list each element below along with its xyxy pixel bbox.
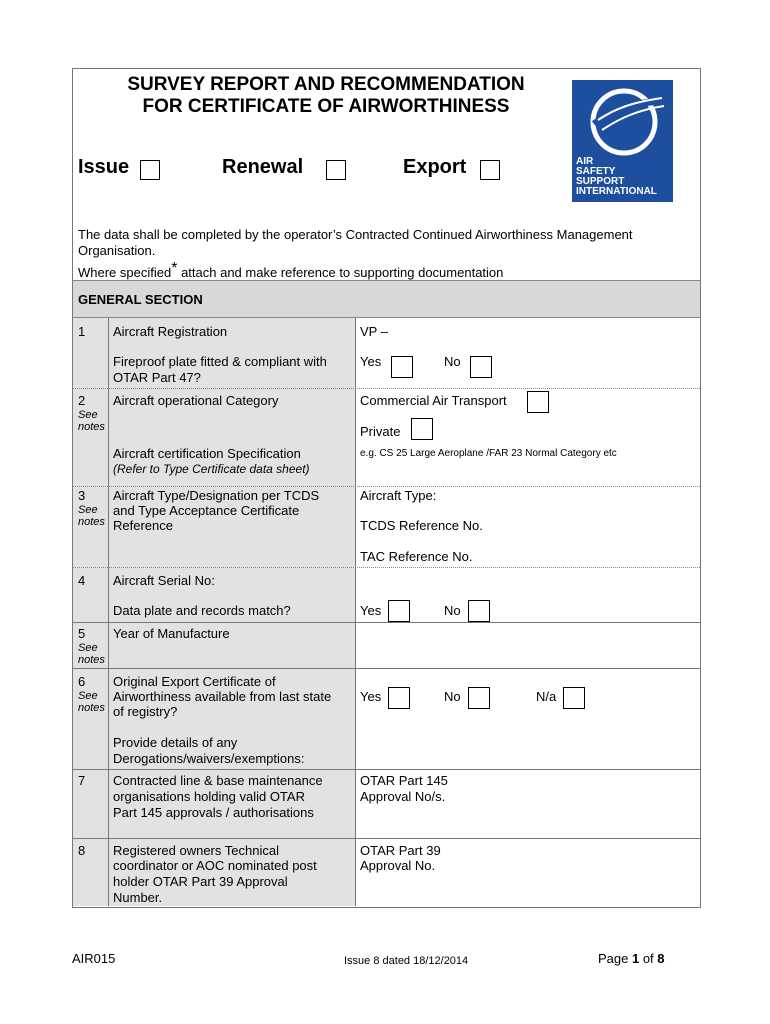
export-checkbox[interactable] (480, 160, 500, 180)
logo-line-1: AIR (576, 156, 594, 167)
row-separator (73, 622, 700, 623)
row-separator (73, 567, 700, 568)
owner-coordinator-label-4: Number. (113, 890, 163, 905)
export-cert-label-2: Airworthiness available from last state (113, 689, 332, 704)
row-8-number: 8 (78, 843, 86, 858)
aircraft-type-label-2: and Type Acceptance Certificate (113, 503, 300, 518)
export-cert-no-label: No (444, 689, 461, 704)
row-5-number: 5 (78, 626, 86, 641)
maintenance-label-1: Contracted line & base maintenance (113, 773, 323, 788)
row-separator (73, 486, 700, 487)
fireproof-no-label: No (444, 354, 461, 369)
general-section-title: GENERAL SECTION (78, 292, 203, 307)
row-3-see: See (78, 504, 98, 516)
issue-checkbox[interactable] (140, 160, 160, 180)
owner-coordinator-label-3: holder OTAR Part 39 Approval (113, 874, 288, 889)
commercial-air-transport-label: Commercial Air Transport (360, 393, 507, 408)
row-5-see: See (78, 642, 98, 654)
serial-no-label: Aircraft Serial No: (113, 573, 215, 588)
export-cert-na-checkbox[interactable] (563, 687, 585, 709)
part-145-approval-field[interactable]: Approval No/s. (360, 789, 446, 804)
tcds-reference-field[interactable]: TCDS Reference No. (360, 518, 483, 533)
intro-line-2: Organisation. (78, 243, 156, 258)
intro-attach-text: attach and make reference to supporting documentation (177, 265, 504, 280)
row-4-number: 4 (78, 573, 86, 588)
data-plate-no-checkbox[interactable] (468, 600, 490, 622)
logo-line-3: SUPPORT (576, 176, 625, 187)
row-separator (73, 769, 700, 770)
row-2-notes: notes (78, 421, 105, 433)
row-separator (73, 388, 700, 389)
issue-label: Issue (78, 156, 130, 178)
commercial-air-transport-checkbox[interactable] (527, 391, 549, 413)
data-plate-label: Data plate and records match? (113, 603, 291, 618)
fireproof-label-1: Fireproof plate fitted & compliant with (113, 354, 327, 369)
data-plate-yes-checkbox[interactable] (388, 600, 410, 622)
issue-date: Issue 8 dated 18/12/2014 (344, 955, 469, 967)
private-checkbox[interactable] (411, 418, 433, 440)
row-2-label: Aircraft operational Category (113, 393, 279, 408)
intro-line-1: The data shall be completed by the operator’s Contracted Continued Airworthiness Management (78, 227, 633, 242)
derogations-label-2: Derogations/waivers/exemptions: (113, 751, 305, 766)
aircraft-type-label-1: Aircraft Type/Designation per TCDS (113, 488, 320, 503)
row-7-number: 7 (78, 773, 86, 788)
row-1-label: Aircraft Registration (113, 324, 228, 339)
row-2-number: 2 (78, 393, 86, 408)
asterisk-mark: * (171, 260, 178, 277)
owner-coordinator-label-1: Registered owners Technical (113, 843, 279, 858)
year-of-manufacture-label: Year of Manufacture (113, 626, 230, 641)
row-6-see: See (78, 690, 98, 702)
general-section-header (73, 280, 700, 318)
page-of: of (639, 951, 658, 966)
page-prefix: Page (598, 951, 632, 966)
asssi-logo (572, 80, 673, 202)
certification-spec-note: (Refer to Type Certificate data sheet) (113, 462, 310, 476)
fireproof-yes-checkbox[interactable] (391, 356, 413, 378)
certification-spec-example: e.g. CS 25 Large Aeroplane /FAR 23 Normal Category etc (360, 448, 617, 459)
data-plate-no-label: No (444, 603, 461, 618)
export-cert-yes-checkbox[interactable] (388, 687, 410, 709)
export-cert-no-checkbox[interactable] (468, 687, 490, 709)
document-code: AIR015 (72, 951, 116, 966)
fireproof-label-2: OTAR Part 47? (113, 370, 201, 385)
private-label: Private (360, 424, 401, 439)
row-2-see: See (78, 409, 98, 421)
part-145-label: OTAR Part 145 (360, 773, 448, 788)
row-separator (73, 668, 700, 669)
export-cert-yes-label: Yes (360, 689, 382, 704)
owner-coordinator-label-2: coordinator or AOC nominated post (113, 858, 317, 873)
logo-line-4: INTERNATIONAL (576, 186, 657, 197)
logo-line-2: SAFETY (576, 166, 616, 177)
intro-line-3 (78, 261, 503, 281)
aircraft-type-field[interactable]: Aircraft Type: (360, 488, 437, 503)
registration-value[interactable]: VP – (360, 324, 388, 339)
page-number (598, 951, 665, 966)
aircraft-type-label-3: Reference (113, 518, 173, 533)
row-3-number: 3 (78, 488, 86, 503)
row-separator (73, 838, 700, 839)
export-cert-label-3: of registry? (113, 704, 178, 719)
data-plate-yes-label: Yes (360, 603, 382, 618)
title-line-1: SURVEY REPORT AND RECOMMENDATION (127, 74, 525, 95)
part-39-label: OTAR Part 39 (360, 843, 441, 858)
row-3-notes: notes (78, 516, 105, 528)
part-39-approval-field[interactable]: Approval No. (360, 858, 436, 873)
title-line-2: FOR CERTIFICATE OF AIRWORTHINESS (142, 96, 510, 117)
row-1-number: 1 (78, 324, 86, 339)
export-cert-label-1: Original Export Certificate of (113, 674, 276, 689)
export-label: Export (403, 156, 467, 178)
intro-where-specified: Where specified (78, 265, 172, 280)
page-current: 1 (631, 951, 640, 966)
fireproof-yes-label: Yes (360, 354, 382, 369)
tac-reference-field[interactable]: TAC Reference No. (360, 549, 473, 564)
value-column-divider (355, 318, 356, 906)
certification-spec-label: Aircraft certification Specification (113, 446, 301, 461)
form-title (96, 74, 556, 118)
row-6-number: 6 (78, 674, 86, 689)
export-cert-na-label: N/a (536, 689, 557, 704)
fireproof-no-checkbox[interactable] (470, 356, 492, 378)
row-5-notes: notes (78, 654, 105, 666)
derogations-label-1: Provide details of any (113, 735, 238, 750)
maintenance-label-2: organisations holding valid OTAR (113, 789, 305, 804)
maintenance-label-3: Part 145 approvals / authorisations (113, 805, 314, 820)
renewal-checkbox[interactable] (326, 160, 346, 180)
page-total: 8 (657, 951, 665, 966)
row-6-notes: notes (78, 702, 105, 714)
renewal-label: Renewal (222, 156, 304, 178)
number-column-divider (108, 318, 109, 906)
logo-text (576, 157, 657, 197)
globe-icon (572, 80, 673, 160)
